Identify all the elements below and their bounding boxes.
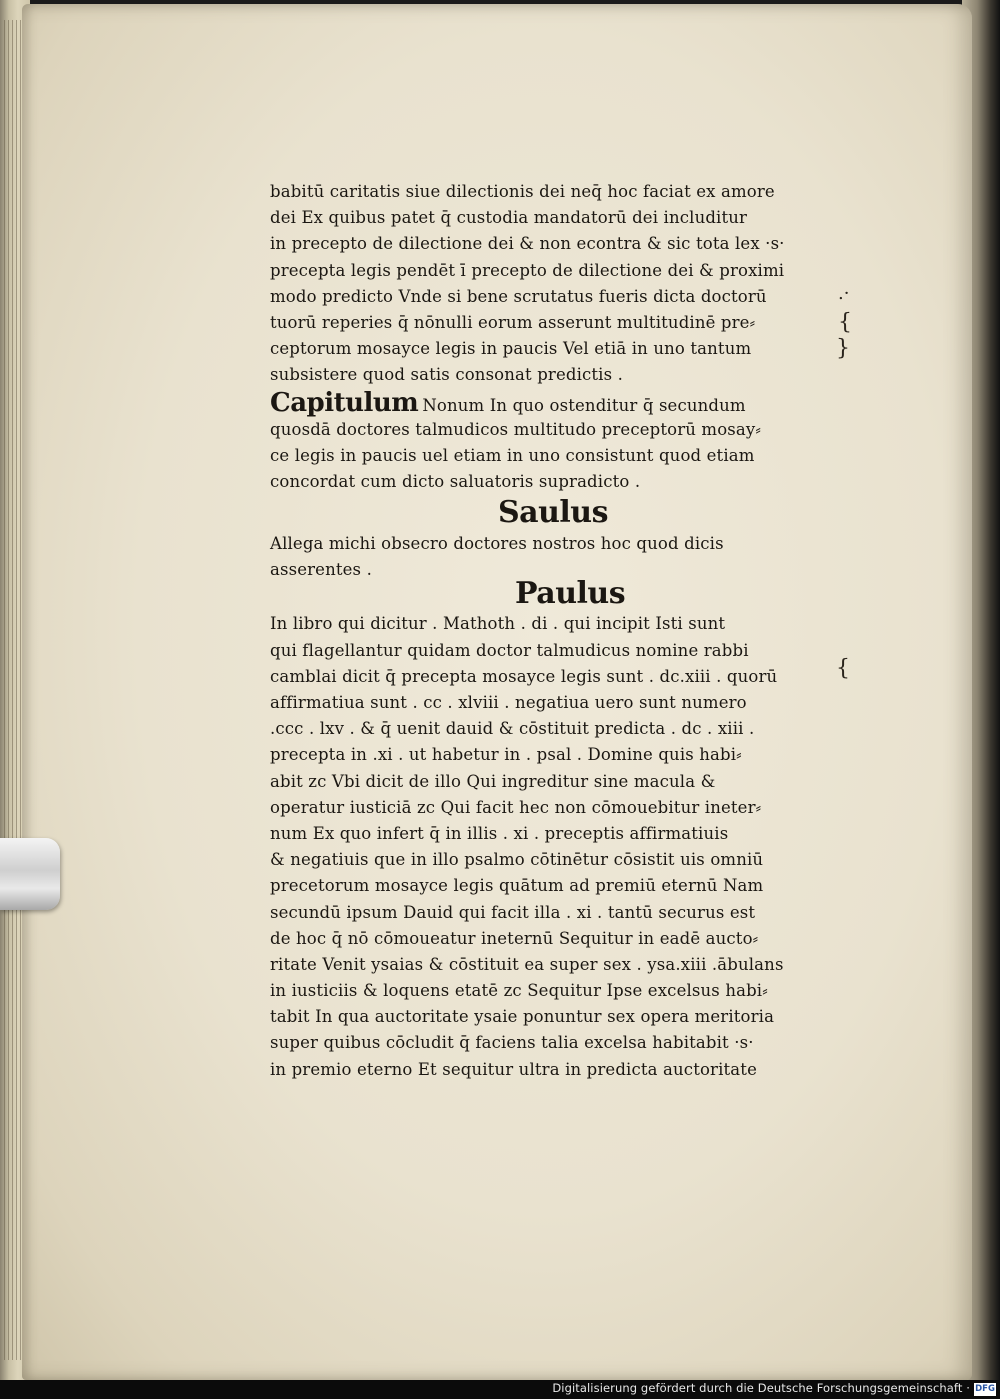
text-line: tuorū reperies q̄ nōnulli eorum asserunt multitudinē pre⸗: [270, 312, 756, 332]
text-line: ceptorum mosayce legis in paucis Vel etiā in uno tantum: [270, 339, 752, 359]
text-line: in premio eterno Et sequitur ultra in predicta auctoritate: [270, 1059, 757, 1079]
text-line: in iusticiis & loquens etatē zc Sequitur Ipse excelsus habi⸗: [270, 981, 768, 1001]
text-line: In libro qui dicitur . Mathoth . di . qui incipit Isti sunt: [270, 614, 726, 634]
text-line: num Ex quo infert q̄ in illis . xi . preceptis affirmatiuis: [270, 823, 729, 843]
chapter-heading-line: [270, 389, 845, 417]
chapter-title-text: Nonum In quo ostenditur q̄ secundum: [422, 395, 746, 415]
margin-dots-mark: .·: [838, 283, 850, 304]
speaker-paulus: Paulus: [515, 576, 626, 612]
margin-brace-mark: }: [836, 336, 850, 361]
margin-brace-mark: {: [836, 656, 850, 681]
page-text: [270, 179, 845, 1083]
text-line: affirmatiua sunt . cc . xlviii . negatiua uero sunt numero: [270, 693, 747, 712]
text-line: modo predicto Vnde si bene scrutatus fueris dicta doctorū: [270, 286, 767, 306]
text-line: abit zc Vbi dicit de illo Qui ingreditur sine macula &: [270, 771, 716, 791]
margin-brace-mark: {: [838, 310, 852, 335]
footer-credit: Digitalisierung gefördert durch die Deutsche Forschungsgemeinschaft ·: [552, 1381, 970, 1395]
text-line: de hoc q̄ nō cōmoueatur ineternū Sequitur in eadē aucto⸗: [270, 928, 759, 948]
text-line: subsistere quod satis consonat predictis .: [270, 365, 624, 385]
text-line: operatur iusticiā zc Qui facit hec non cōmouebitur ineter⸗: [270, 797, 762, 817]
text-line: ritate Venit ysaias & cōstituit ea super sex . ysa.xiii .ābulans: [270, 954, 784, 974]
page-clip: [0, 838, 60, 910]
text-line: tabit In qua auctoritate ysaie ponuntur sex opera meritoria: [270, 1007, 775, 1027]
text-line: quosdā doctores talmudicos multitudo preceptorū mosay⸗: [270, 419, 762, 439]
text-line: precetorum mosayce legis quātum ad premiū eternū Nam: [270, 876, 764, 896]
text-line: babitū caritatis siue dilectionis dei neq̄ hoc faciat ex amore: [270, 182, 775, 201]
text-line: concordat cum dicto saluatoris supradicto .: [270, 471, 641, 491]
text-line: Allega michi obsecro doctores nostros hoc quod dicis: [270, 534, 724, 554]
text-line: asserentes .: [270, 560, 372, 580]
text-line: ce legis in paucis uel etiam in uno consistunt quod etiam: [270, 445, 755, 465]
speaker-saulus: Saulus: [498, 495, 609, 531]
text-line: qui flagellantur quidam doctor talmudicus nomine rabbi: [270, 640, 749, 660]
text-line: in precepto de dilectione dei & non econtra & sic tota lex ·s·: [270, 234, 785, 254]
text-line: precepta legis pendēt ī precepto de dilectione dei & proximi: [270, 260, 785, 280]
dfg-logo: DFG: [975, 1384, 995, 1394]
text-line: super quibus cōcludit q̄ faciens talia excelsa habitabit ·s·: [270, 1033, 754, 1053]
text-line: .ccc . lxv . & q̄ uenit dauid & cōstituit predicta . dc . xiii .: [270, 719, 755, 739]
text-line: secundū ipsum Dauid qui facit illa . xi . tantū securus est: [270, 902, 756, 922]
text-line: & negatiuis que in illo psalmo cōtinētur cōsistit uis omniū: [270, 850, 764, 870]
text-line: precepta in .xi . ut habetur in . psal . Domine quis habi⸗: [270, 745, 742, 765]
text-line: camblai dicit q̄ precepta mosayce legis sunt . dc.xiii . quorū: [270, 666, 778, 686]
chapter-rubric: Capitulum: [270, 387, 419, 418]
text-line: dei Ex quibus patet q̄ custodia mandatorū dei includitur: [270, 208, 748, 228]
